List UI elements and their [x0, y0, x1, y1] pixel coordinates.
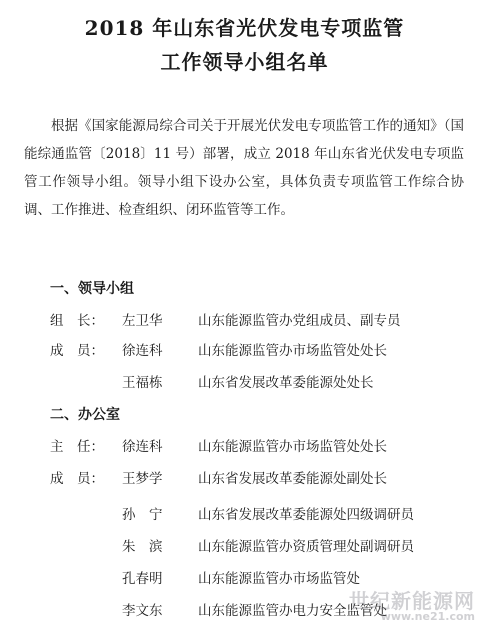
member-name: 徐连科	[122, 343, 163, 359]
watermark-url: www.ne21.com	[380, 610, 475, 623]
document-title-line-2: 工作领导小组名单	[160, 50, 329, 74]
member-name: 李文东	[122, 603, 163, 619]
member-role: 成 员：	[50, 471, 104, 487]
member-role: 组 长：	[50, 313, 104, 329]
member-post: 山东能源监管办市场监管处	[198, 571, 360, 587]
intro-paragraph: 根据《国家能源局综合司关于开展光伏发电专项监管工作的通知》（国能综通监管〔2018〕11 号）部署，成立 2018 年山东省光伏发电专项监管工作领导小组。领导小组下设办公室，具体负责专项监管工作综合协调、工作推进、检查组织、闭环监管等工作。	[24, 118, 464, 218]
member-post: 山东能源监管办市场监管处处长	[198, 343, 387, 359]
member-role: 成 员：	[50, 343, 104, 359]
member-post: 山东能源监管办市场监管处处长	[198, 439, 387, 455]
member-name: 孔春明	[122, 571, 163, 587]
member-post: 山东能源监管办党组成员、副专员	[198, 313, 401, 329]
site-watermark	[349, 585, 475, 623]
member-name: 朱 滨	[122, 539, 163, 555]
section-heading-office: 二、办公室	[50, 407, 120, 423]
member-name: 孙 宁	[122, 507, 163, 523]
member-post: 山东省发展改革委能源处处长	[198, 375, 374, 391]
watermark-text: 世纪新能源网	[349, 589, 475, 613]
member-post: 山东能源监管办电力安全监管处	[198, 603, 387, 619]
member-name: 王梦学	[122, 471, 163, 487]
member-name: 徐连科	[122, 439, 163, 455]
document-title-line-1: 2018 年山东省光伏发电专项监管	[84, 16, 405, 40]
member-name: 左卫华	[122, 313, 163, 329]
member-name: 王福栋	[122, 375, 163, 391]
section-heading-leading-group: 一、领导小组	[50, 281, 134, 297]
member-post: 山东省发展改革委能源处副处长	[198, 471, 387, 487]
member-role: 主 任：	[50, 439, 104, 455]
member-post: 山东省发展改革委能源处四级调研员	[198, 507, 414, 523]
member-post: 山东能源监管办资质管理处副调研员	[198, 539, 414, 555]
